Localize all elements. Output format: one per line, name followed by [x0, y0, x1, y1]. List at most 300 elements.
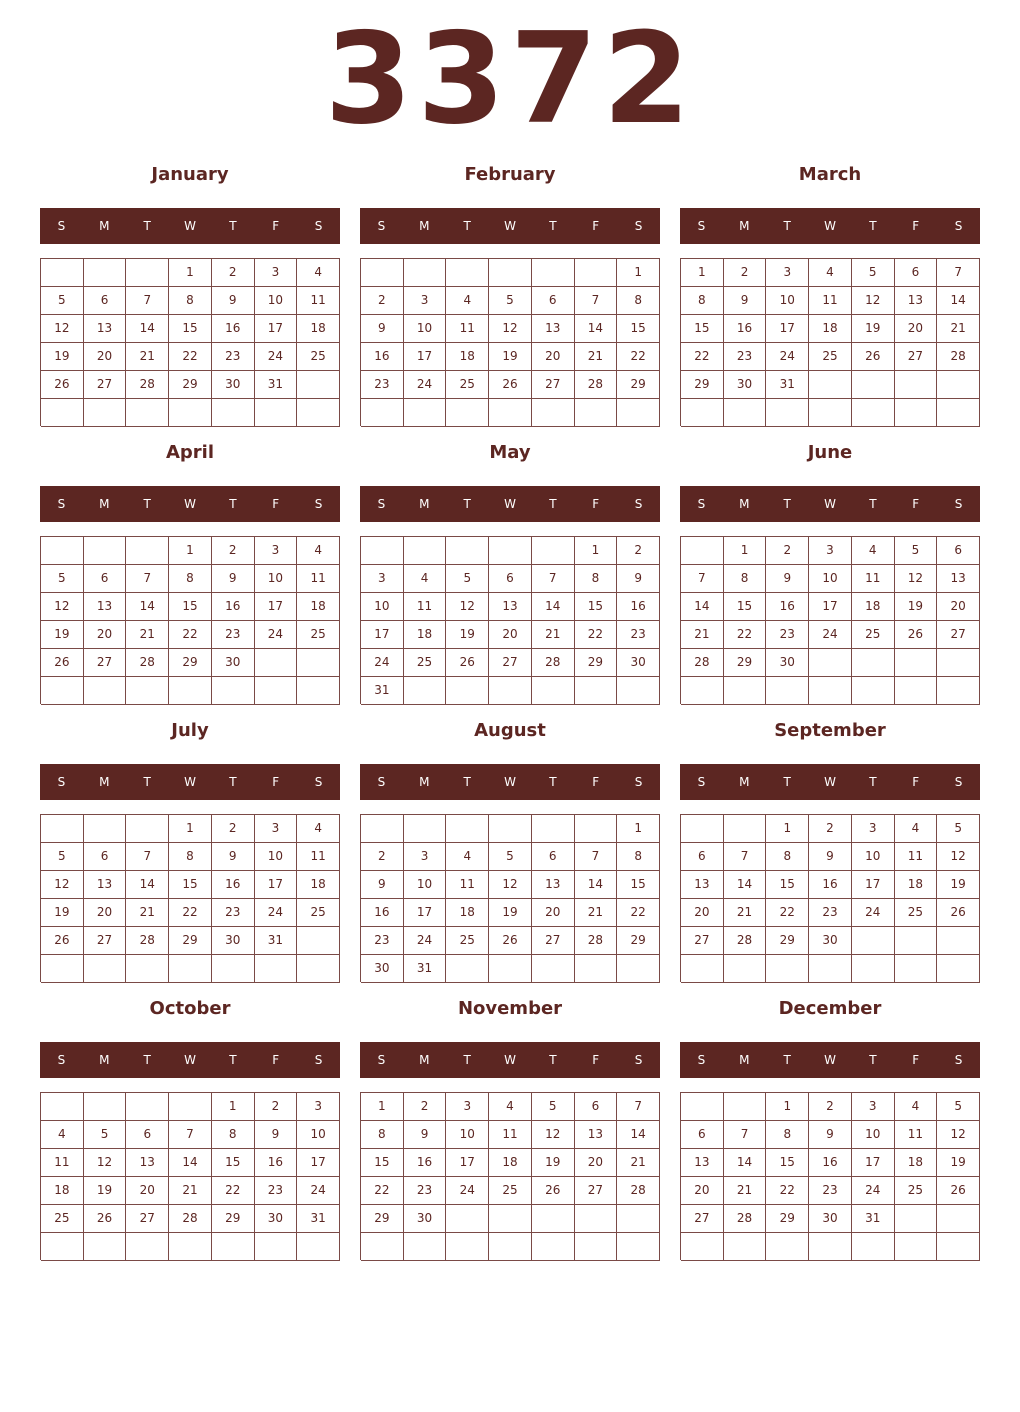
empty-cell — [724, 1093, 767, 1121]
day-cell: 12 — [489, 871, 532, 899]
day-cell: 12 — [446, 593, 489, 621]
day-cell: 13 — [126, 1149, 169, 1177]
day-cell: 30 — [255, 1205, 298, 1233]
year-title: 3372 — [324, 5, 696, 152]
day-cell: 2 — [361, 843, 404, 871]
empty-cell — [724, 1233, 767, 1261]
day-cell: 23 — [766, 621, 809, 649]
day-grid — [680, 814, 980, 982]
day-cell: 31 — [852, 1205, 895, 1233]
day-cell: 6 — [126, 1121, 169, 1149]
day-cell: 16 — [404, 1149, 447, 1177]
day-cell: 28 — [126, 649, 169, 677]
day-cell: 13 — [84, 871, 127, 899]
day-grid — [40, 258, 340, 426]
day-cell: 8 — [681, 287, 724, 315]
day-cell: 7 — [575, 843, 618, 871]
day-cell: 7 — [937, 259, 980, 287]
day-cell: 27 — [681, 1205, 724, 1233]
day-cell: 11 — [404, 593, 447, 621]
day-cell: 23 — [724, 343, 767, 371]
empty-cell — [84, 677, 127, 705]
empty-cell — [84, 1233, 127, 1261]
day-cell: 21 — [169, 1177, 212, 1205]
day-cell: 29 — [361, 1205, 404, 1233]
empty-cell — [361, 815, 404, 843]
day-cell: 4 — [809, 259, 852, 287]
empty-cell — [404, 815, 447, 843]
day-cell: 20 — [575, 1149, 618, 1177]
day-cell: 19 — [937, 871, 980, 899]
day-cell: 5 — [41, 287, 84, 315]
day-cell: 17 — [297, 1149, 340, 1177]
day-cell: 31 — [297, 1205, 340, 1233]
day-cell: 22 — [681, 343, 724, 371]
empty-cell — [895, 677, 938, 705]
weekday-label: S — [954, 497, 963, 511]
empty-cell — [617, 677, 660, 705]
weekday-label: T — [229, 219, 237, 233]
day-cell: 23 — [255, 1177, 298, 1205]
day-cell: 21 — [937, 315, 980, 343]
day-cell: 19 — [41, 343, 84, 371]
empty-cell — [937, 1233, 980, 1261]
day-cell: 16 — [212, 593, 255, 621]
empty-cell — [126, 259, 169, 287]
weekday-label: M — [739, 1053, 750, 1067]
weekday-label: M — [419, 775, 430, 789]
empty-cell — [681, 537, 724, 565]
weekday-label: W — [184, 1053, 196, 1067]
day-cell: 12 — [937, 843, 980, 871]
day-grid — [680, 1092, 980, 1260]
day-grid — [360, 814, 660, 982]
empty-cell — [255, 649, 298, 677]
day-cell: 15 — [766, 871, 809, 899]
weekday-label: T — [463, 497, 471, 511]
weekday-label: M — [99, 219, 110, 233]
day-cell: 6 — [681, 1121, 724, 1149]
day-cell: 11 — [446, 871, 489, 899]
weekday-label: S — [697, 1053, 706, 1067]
weekday-label: F — [592, 497, 600, 511]
month-name: April — [165, 442, 215, 463]
day-cell: 22 — [169, 343, 212, 371]
day-cell: 12 — [489, 315, 532, 343]
weekday-label: S — [57, 1053, 66, 1067]
empty-cell — [895, 649, 938, 677]
day-cell: 15 — [361, 1149, 404, 1177]
empty-cell — [937, 677, 980, 705]
empty-cell — [446, 815, 489, 843]
weekday-label: T — [229, 497, 237, 511]
day-cell: 20 — [895, 315, 938, 343]
day-cell: 1 — [681, 259, 724, 287]
day-cell: 28 — [575, 927, 618, 955]
day-cell: 15 — [681, 315, 724, 343]
day-cell: 25 — [895, 1177, 938, 1205]
day-cell: 20 — [84, 899, 127, 927]
day-cell: 16 — [809, 871, 852, 899]
day-cell: 12 — [41, 593, 84, 621]
empty-cell — [446, 259, 489, 287]
empty-cell — [41, 537, 84, 565]
empty-cell — [212, 677, 255, 705]
empty-cell — [809, 371, 852, 399]
day-cell: 8 — [766, 843, 809, 871]
day-cell: 1 — [169, 537, 212, 565]
weekday-label: T — [549, 219, 557, 233]
day-cell: 25 — [895, 899, 938, 927]
day-cell: 9 — [404, 1121, 447, 1149]
day-cell: 24 — [809, 621, 852, 649]
day-cell: 4 — [895, 1093, 938, 1121]
day-cell: 8 — [575, 565, 618, 593]
empty-cell — [255, 399, 298, 427]
empty-cell — [169, 955, 212, 983]
month-name: May — [489, 442, 531, 463]
weekday-label: F — [592, 1053, 600, 1067]
empty-cell — [41, 259, 84, 287]
day-cell: 19 — [532, 1149, 575, 1177]
empty-cell — [489, 399, 532, 427]
day-cell: 3 — [852, 815, 895, 843]
weekday-label: T — [869, 1053, 877, 1067]
day-cell: 10 — [446, 1121, 489, 1149]
day-cell: 6 — [489, 565, 532, 593]
day-cell: 16 — [212, 315, 255, 343]
day-cell: 16 — [766, 593, 809, 621]
empty-cell — [895, 955, 938, 983]
day-cell: 24 — [255, 621, 298, 649]
empty-cell — [681, 955, 724, 983]
weekday-label: W — [184, 775, 196, 789]
weekday-header — [40, 486, 340, 522]
day-cell: 2 — [404, 1093, 447, 1121]
day-cell: 28 — [724, 1205, 767, 1233]
day-cell: 4 — [297, 259, 340, 287]
empty-cell — [361, 537, 404, 565]
day-cell: 4 — [895, 815, 938, 843]
day-cell: 19 — [895, 593, 938, 621]
weekday-label: S — [57, 775, 66, 789]
day-cell: 19 — [41, 899, 84, 927]
weekday-label: T — [869, 497, 877, 511]
day-cell: 9 — [724, 287, 767, 315]
weekday-label: S — [634, 1053, 643, 1067]
day-cell: 12 — [41, 315, 84, 343]
empty-cell — [681, 1093, 724, 1121]
day-cell: 14 — [126, 871, 169, 899]
empty-cell — [361, 1233, 404, 1261]
weekday-label: F — [592, 775, 600, 789]
day-cell: 10 — [255, 287, 298, 315]
day-cell: 25 — [297, 899, 340, 927]
day-cell: 9 — [212, 843, 255, 871]
day-cell: 22 — [766, 899, 809, 927]
day-cell: 23 — [361, 371, 404, 399]
day-cell: 10 — [361, 593, 404, 621]
empty-cell — [212, 1233, 255, 1261]
day-cell: 9 — [361, 871, 404, 899]
weekday-label: S — [314, 775, 323, 789]
day-cell: 25 — [809, 343, 852, 371]
day-cell: 17 — [852, 871, 895, 899]
empty-cell — [84, 399, 127, 427]
weekday-label: W — [824, 219, 836, 233]
day-cell: 6 — [84, 843, 127, 871]
day-cell: 22 — [169, 621, 212, 649]
empty-cell — [41, 1233, 84, 1261]
day-cell: 14 — [724, 871, 767, 899]
empty-cell — [724, 399, 767, 427]
day-cell: 9 — [212, 287, 255, 315]
day-cell: 16 — [809, 1149, 852, 1177]
empty-cell — [126, 1093, 169, 1121]
empty-cell — [489, 677, 532, 705]
weekday-label: T — [463, 1053, 471, 1067]
day-cell: 9 — [617, 565, 660, 593]
day-cell: 27 — [575, 1177, 618, 1205]
day-cell: 1 — [212, 1093, 255, 1121]
day-cell: 7 — [724, 843, 767, 871]
day-cell: 26 — [41, 649, 84, 677]
day-cell: 14 — [575, 871, 618, 899]
weekday-header — [360, 208, 660, 244]
day-cell: 15 — [724, 593, 767, 621]
weekday-label: S — [697, 219, 706, 233]
empty-cell — [489, 1233, 532, 1261]
day-cell: 2 — [212, 259, 255, 287]
month-name: July — [171, 720, 209, 741]
empty-cell — [575, 677, 618, 705]
empty-cell — [41, 399, 84, 427]
day-cell: 24 — [361, 649, 404, 677]
day-cell: 15 — [617, 315, 660, 343]
day-cell: 30 — [361, 955, 404, 983]
weekday-label: F — [272, 775, 280, 789]
day-cell: 21 — [681, 621, 724, 649]
day-cell: 17 — [766, 315, 809, 343]
day-cell: 14 — [169, 1149, 212, 1177]
weekday-header — [680, 1042, 980, 1078]
day-cell: 22 — [766, 1177, 809, 1205]
day-cell: 17 — [446, 1149, 489, 1177]
empty-cell — [41, 815, 84, 843]
day-cell: 14 — [724, 1149, 767, 1177]
empty-cell — [126, 677, 169, 705]
day-cell: 12 — [895, 565, 938, 593]
weekday-label: T — [143, 219, 151, 233]
day-cell: 10 — [852, 843, 895, 871]
day-cell: 27 — [84, 927, 127, 955]
empty-cell — [84, 259, 127, 287]
empty-cell — [575, 399, 618, 427]
empty-cell — [489, 1205, 532, 1233]
day-cell: 24 — [255, 899, 298, 927]
weekday-label: F — [272, 497, 280, 511]
day-cell: 6 — [575, 1093, 618, 1121]
empty-cell — [766, 677, 809, 705]
day-cell: 3 — [809, 537, 852, 565]
empty-cell — [852, 649, 895, 677]
day-cell: 5 — [41, 565, 84, 593]
day-cell: 15 — [575, 593, 618, 621]
empty-cell — [766, 1233, 809, 1261]
day-cell: 3 — [297, 1093, 340, 1121]
day-cell: 27 — [532, 927, 575, 955]
weekday-header — [680, 764, 980, 800]
empty-cell — [404, 677, 447, 705]
day-cell: 31 — [255, 371, 298, 399]
day-cell: 4 — [41, 1121, 84, 1149]
day-cell: 15 — [169, 593, 212, 621]
empty-cell — [937, 1205, 980, 1233]
day-cell: 19 — [489, 343, 532, 371]
weekday-label: S — [697, 775, 706, 789]
empty-cell — [126, 537, 169, 565]
weekday-label: S — [954, 1053, 963, 1067]
weekday-label: M — [419, 497, 430, 511]
weekday-label: W — [184, 219, 196, 233]
empty-cell — [84, 537, 127, 565]
day-cell: 21 — [126, 899, 169, 927]
empty-cell — [617, 1205, 660, 1233]
day-cell: 27 — [126, 1205, 169, 1233]
day-cell: 31 — [361, 677, 404, 705]
day-cell: 3 — [255, 259, 298, 287]
day-cell: 4 — [489, 1093, 532, 1121]
day-cell: 4 — [446, 287, 489, 315]
day-cell: 5 — [446, 565, 489, 593]
empty-cell — [41, 1093, 84, 1121]
day-cell: 13 — [84, 315, 127, 343]
day-cell: 27 — [84, 371, 127, 399]
empty-cell — [446, 537, 489, 565]
day-cell: 11 — [895, 843, 938, 871]
day-cell: 29 — [617, 371, 660, 399]
day-cell: 11 — [297, 287, 340, 315]
day-cell: 8 — [169, 287, 212, 315]
empty-cell — [404, 399, 447, 427]
day-grid — [680, 258, 980, 426]
empty-cell — [532, 537, 575, 565]
day-cell: 16 — [361, 899, 404, 927]
weekday-label: W — [504, 1053, 516, 1067]
empty-cell — [297, 1233, 340, 1261]
day-cell: 11 — [489, 1121, 532, 1149]
weekday-label: T — [143, 775, 151, 789]
day-grid — [40, 1092, 340, 1260]
day-cell: 11 — [895, 1121, 938, 1149]
day-cell: 27 — [895, 343, 938, 371]
day-cell: 22 — [169, 899, 212, 927]
day-cell: 27 — [937, 621, 980, 649]
day-cell: 9 — [255, 1121, 298, 1149]
day-cell: 10 — [255, 843, 298, 871]
day-grid — [40, 536, 340, 704]
day-cell: 21 — [724, 899, 767, 927]
day-cell: 3 — [404, 843, 447, 871]
day-cell: 28 — [169, 1205, 212, 1233]
weekday-label: S — [634, 775, 643, 789]
weekday-label: T — [463, 219, 471, 233]
day-cell: 19 — [937, 1149, 980, 1177]
day-cell: 18 — [852, 593, 895, 621]
empty-cell — [532, 815, 575, 843]
empty-cell — [532, 1205, 575, 1233]
day-cell: 23 — [809, 1177, 852, 1205]
day-cell: 21 — [126, 343, 169, 371]
day-cell: 29 — [212, 1205, 255, 1233]
empty-cell — [766, 955, 809, 983]
day-cell: 13 — [532, 315, 575, 343]
day-cell: 20 — [937, 593, 980, 621]
weekday-label: W — [184, 497, 196, 511]
day-cell: 2 — [212, 815, 255, 843]
weekday-label: T — [463, 775, 471, 789]
empty-cell — [446, 677, 489, 705]
empty-cell — [937, 371, 980, 399]
day-cell: 3 — [255, 537, 298, 565]
empty-cell — [126, 399, 169, 427]
day-cell: 22 — [212, 1177, 255, 1205]
day-cell: 7 — [575, 287, 618, 315]
day-cell: 21 — [532, 621, 575, 649]
weekday-label: W — [824, 775, 836, 789]
month-name: June — [807, 442, 853, 463]
day-cell: 9 — [212, 565, 255, 593]
day-cell: 7 — [126, 287, 169, 315]
weekday-label: S — [377, 1053, 386, 1067]
day-cell: 23 — [617, 621, 660, 649]
empty-cell — [404, 537, 447, 565]
day-cell: 6 — [532, 843, 575, 871]
day-cell: 20 — [84, 343, 127, 371]
weekday-label: S — [634, 219, 643, 233]
day-cell: 3 — [255, 815, 298, 843]
month-name: February — [464, 164, 556, 185]
day-cell: 23 — [404, 1177, 447, 1205]
month-name: November — [457, 998, 563, 1019]
day-cell: 4 — [446, 843, 489, 871]
weekday-label: T — [229, 775, 237, 789]
day-cell: 25 — [446, 927, 489, 955]
day-cell: 18 — [297, 315, 340, 343]
day-cell: 7 — [126, 843, 169, 871]
day-cell: 24 — [852, 1177, 895, 1205]
day-cell: 23 — [212, 621, 255, 649]
weekday-label: S — [57, 219, 66, 233]
day-cell: 6 — [84, 565, 127, 593]
empty-cell — [126, 1233, 169, 1261]
day-cell: 1 — [169, 259, 212, 287]
day-cell: 30 — [809, 927, 852, 955]
day-cell: 6 — [681, 843, 724, 871]
month-name: January — [151, 164, 229, 185]
empty-cell — [895, 1205, 938, 1233]
day-grid — [360, 1092, 660, 1260]
day-cell: 16 — [361, 343, 404, 371]
day-cell: 13 — [937, 565, 980, 593]
weekday-label: M — [99, 1053, 110, 1067]
weekday-header — [680, 208, 980, 244]
empty-cell — [255, 955, 298, 983]
day-cell: 15 — [169, 315, 212, 343]
empty-cell — [809, 649, 852, 677]
day-cell: 28 — [126, 371, 169, 399]
empty-cell — [446, 1205, 489, 1233]
